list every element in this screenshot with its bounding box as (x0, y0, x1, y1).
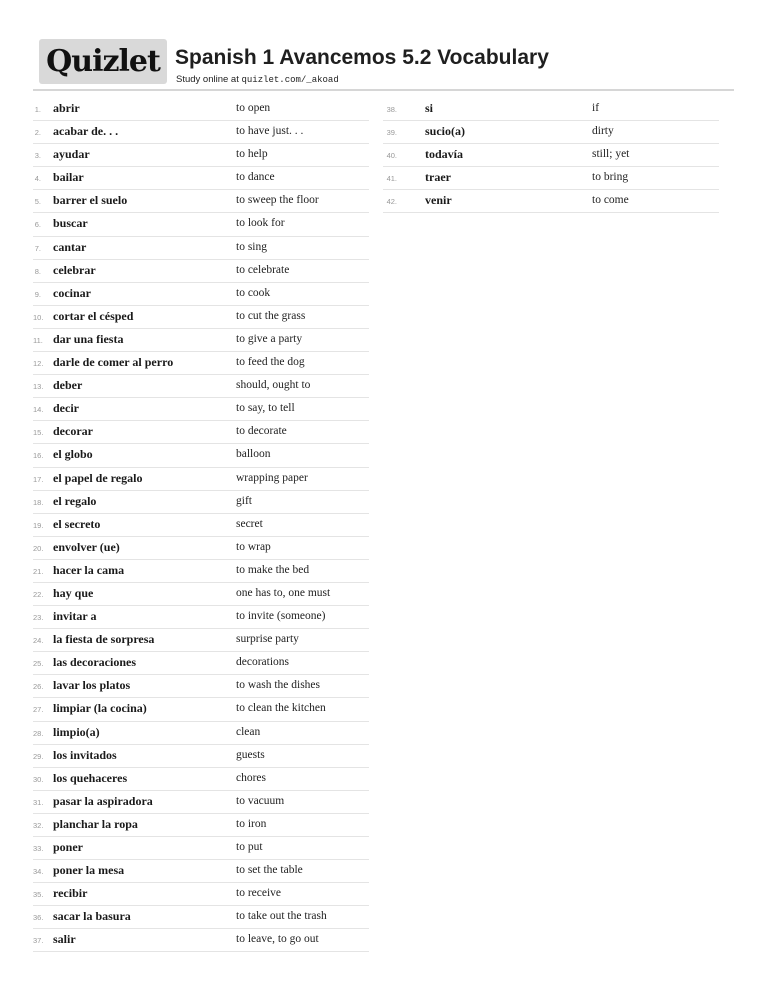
vocab-definition: gift (236, 494, 252, 507)
item-number: 36. (33, 913, 44, 923)
vocab-row (33, 190, 369, 213)
vocab-term: sacar la basura (53, 909, 131, 924)
vocab-definition: to celebrate (236, 263, 290, 276)
item-number: 1. (34, 105, 41, 114)
vocab-row (33, 121, 369, 144)
vocab-term: abrir (53, 101, 80, 115)
vocab-row (383, 167, 719, 190)
vocab-term: hay que (53, 585, 94, 600)
vocab-term: deber (53, 378, 83, 393)
item-number: 39. (386, 128, 397, 138)
vocab-definition: to open (236, 102, 271, 114)
vocab-row (33, 675, 369, 698)
vocab-term: cocinar (53, 285, 91, 300)
vocab-definition: to clean the kitchen (236, 702, 326, 715)
item-number: 5. (34, 197, 41, 207)
vocab-term: buscar (53, 216, 88, 231)
vocab-row (33, 652, 369, 675)
vocab-row (33, 860, 369, 883)
item-number: 16. (33, 451, 44, 461)
item-number: 19. (33, 520, 44, 530)
vocab-definition: to iron (236, 817, 267, 830)
vocab-row (33, 814, 369, 837)
item-number: 26. (33, 682, 44, 692)
vocab-term: sucio(a) (425, 124, 465, 139)
vocab-row (33, 213, 369, 236)
vocab-definition: to feed the dog (236, 356, 305, 369)
vocab-definition: to look for (236, 217, 285, 230)
vocab-definition: to make the bed (236, 563, 310, 576)
vocab-row (383, 121, 719, 144)
vocab-row (33, 237, 369, 260)
vocab-definition: to give a party (236, 332, 303, 345)
vocab-term: traer (425, 170, 451, 185)
vocab-term: barrer el suelo (53, 193, 128, 208)
item-number: 11. (33, 335, 43, 345)
item-number: 41. (386, 174, 397, 184)
vocab-row (33, 375, 369, 398)
vocab-definition: to have just. . . (236, 125, 304, 138)
vocab-term: acabar de. . . (53, 124, 119, 139)
vocab-term: cantar (53, 239, 87, 254)
vocab-row (33, 144, 369, 167)
vocab-row (33, 629, 369, 652)
item-number: 29. (33, 751, 44, 761)
vocab-definition: clean (236, 725, 261, 738)
vocab-row (33, 768, 369, 791)
quizlet-logo (39, 39, 167, 84)
vocab-definition: to receive (236, 887, 282, 900)
item-number: 23. (33, 613, 44, 623)
vocab-definition: still; yet (592, 148, 630, 161)
item-number: 15. (33, 428, 44, 438)
item-number: 33. (33, 844, 44, 853)
header-divider (33, 89, 734, 91)
vocab-term: darle de comer al perro (53, 355, 174, 370)
vocab-term: hacer la cama (53, 562, 125, 577)
item-number: 28. (33, 728, 44, 738)
vocab-term: el regalo (53, 493, 97, 508)
vocab-definition: to cook (236, 286, 271, 299)
vocab-row (33, 352, 369, 375)
vocab-definition: to dance (236, 171, 275, 184)
vocab-definition: decorations (236, 656, 290, 669)
vocab-definition: to say, to tell (236, 402, 295, 415)
vocab-row (383, 144, 719, 167)
vocab-term: salir (53, 932, 76, 947)
item-number: 20. (33, 543, 44, 553)
vocab-definition: to decorate (236, 425, 287, 438)
vocab-definition: if (592, 102, 600, 114)
vocab-row (33, 421, 369, 444)
vocab-definition: chores (236, 771, 267, 784)
vocab-definition: to wrap (236, 540, 271, 553)
vocab-term: envolver (ue) (53, 539, 120, 554)
item-number: 9. (34, 289, 41, 299)
vocab-row (33, 883, 369, 906)
vocab-row (33, 444, 369, 467)
item-number: 2. (34, 128, 41, 138)
vocab-definition: guests (236, 748, 265, 761)
vocab-definition: to cut the grass (236, 309, 306, 322)
item-number: 3. (34, 151, 41, 161)
vocab-definition: to bring (592, 171, 629, 184)
vocab-row (33, 329, 369, 352)
item-number: 6. (34, 220, 41, 230)
study-online-line (176, 74, 339, 85)
vocab-row (33, 791, 369, 814)
vocab-term: el papel de regalo (53, 470, 143, 485)
vocab-term: pasar la aspiradora (53, 793, 153, 808)
vocab-term: celebrar (53, 262, 96, 277)
vocab-row (33, 698, 369, 721)
vocab-term: si (425, 101, 434, 115)
vocab-row (383, 190, 719, 213)
vocab-term: planchar la ropa (53, 816, 138, 831)
item-number: 10. (33, 312, 44, 322)
vocab-row (33, 283, 369, 306)
item-number: 13. (33, 382, 44, 392)
item-number: 8. (34, 266, 41, 276)
vocab-row (33, 398, 369, 421)
subtitle-prefix: Study online at (176, 74, 242, 85)
vocab-term: el secreto (53, 516, 101, 531)
item-number: 25. (33, 659, 44, 669)
vocab-term: cortar el césped (53, 308, 134, 323)
vocab-term: dar una fiesta (53, 331, 124, 346)
vocab-term: las decoraciones (53, 655, 136, 670)
vocab-term: poner la mesa (53, 863, 125, 878)
vocab-term: los quehaceres (53, 770, 128, 785)
vocab-column-right (383, 98, 719, 213)
vocab-definition: to help (236, 148, 268, 161)
vocab-row (33, 560, 369, 583)
vocab-definition: to sing (236, 240, 267, 253)
item-number: 27. (33, 705, 44, 715)
vocab-definition: one has to, one must (236, 586, 331, 599)
vocab-term: limpiar (la cocina) (53, 701, 147, 716)
vocab-definition: wrapping paper (236, 471, 308, 484)
item-number: 40. (386, 151, 397, 161)
vocab-definition: should, ought to (236, 379, 311, 392)
item-number: 18. (33, 497, 44, 507)
vocab-row (33, 537, 369, 560)
vocab-definition: dirty (592, 125, 614, 138)
vocab-definition: to leave, to go out (236, 933, 319, 946)
vocab-definition: balloon (236, 448, 271, 461)
vocab-term: los invitados (53, 747, 117, 762)
item-number: 24. (33, 636, 44, 646)
vocab-term: lavar los platos (53, 678, 131, 693)
vocab-term: la fiesta de sorpresa (53, 632, 155, 647)
vocab-row (33, 260, 369, 283)
item-number: 42. (386, 197, 397, 207)
vocab-term: ayudar (53, 147, 90, 162)
vocab-row (33, 929, 369, 952)
item-number: 12. (33, 359, 44, 369)
vocab-term: limpio(a) (53, 724, 100, 739)
item-number: 17. (33, 474, 44, 484)
vocab-definition: to sweep the floor (236, 194, 319, 207)
vocab-row (33, 745, 369, 768)
vocab-definition: to put (236, 841, 263, 853)
vocab-term: decir (53, 401, 79, 416)
vocab-column-left (33, 98, 369, 952)
item-number: 31. (33, 797, 44, 807)
vocab-definition: to vacuum (236, 794, 285, 807)
vocab-term: decorar (53, 424, 93, 439)
vocab-definition: to invite (someone) (236, 610, 326, 623)
vocab-row (33, 167, 369, 190)
vocab-row (33, 606, 369, 629)
item-number: 21. (33, 566, 44, 576)
vocab-definition: surprise party (236, 633, 299, 646)
item-number: 37. (33, 936, 44, 946)
page-title: Spanish 1 Avancemos 5.2 Vocabulary (175, 46, 549, 69)
vocab-term: bailar (53, 170, 84, 185)
vocab-row (33, 906, 369, 929)
vocab-definition: to set the table (236, 864, 303, 877)
vocab-row (33, 722, 369, 745)
vocab-row (33, 514, 369, 537)
vocab-term: invitar a (53, 609, 97, 624)
vocab-row (33, 491, 369, 514)
vocab-row (33, 98, 369, 121)
item-number: 38. (386, 105, 397, 114)
vocab-term: todavía (425, 147, 464, 162)
vocab-term: venir (425, 193, 452, 208)
vocab-row (383, 98, 719, 121)
item-number: 35. (33, 890, 44, 900)
item-number: 30. (33, 774, 44, 784)
vocab-term: el globo (53, 447, 93, 462)
item-number: 4. (34, 174, 41, 184)
vocab-definition: to come (592, 194, 629, 207)
vocab-row (33, 837, 369, 860)
study-url-link[interactable]: quizlet.com/_akoad (241, 75, 339, 85)
vocab-definition: to wash the dishes (236, 679, 321, 692)
item-number: 22. (33, 589, 44, 599)
vocab-term: poner (53, 840, 83, 854)
vocab-definition: to take out the trash (236, 910, 327, 923)
vocab-term: recibir (53, 886, 88, 901)
item-number: 34. (33, 867, 44, 877)
vocab-definition: secret (236, 517, 263, 530)
vocab-row (33, 468, 369, 491)
vocab-row (33, 583, 369, 606)
item-number: 14. (33, 405, 44, 415)
logo-text: Quizlet (46, 43, 160, 79)
item-number: 7. (34, 243, 41, 253)
item-number: 32. (33, 820, 44, 830)
vocab-row (33, 306, 369, 329)
